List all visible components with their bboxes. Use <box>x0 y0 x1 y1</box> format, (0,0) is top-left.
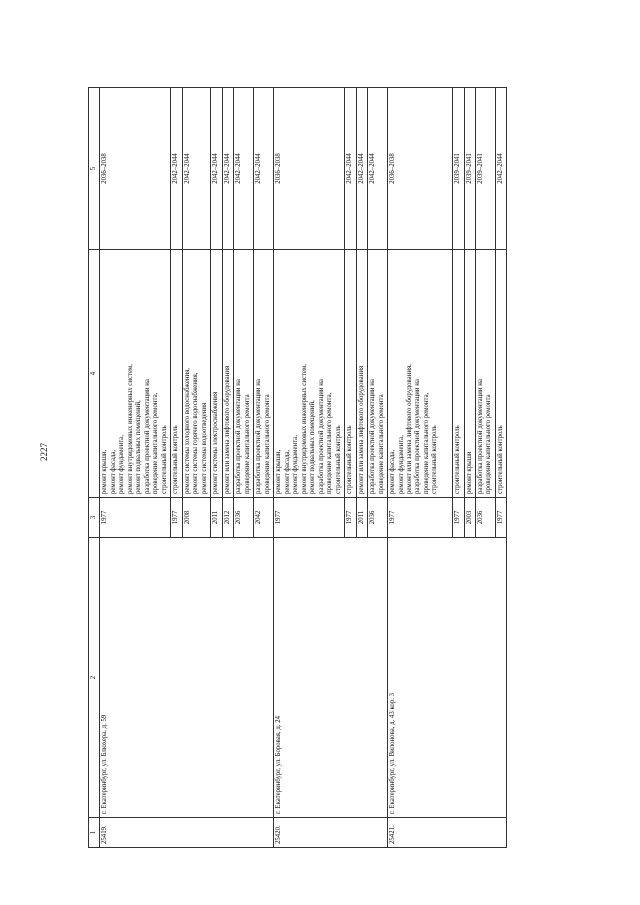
year-cell: 1977 <box>388 498 453 538</box>
column-header: 5 <box>89 88 100 250</box>
table-row <box>274 88 345 848</box>
work-line: строительный контроль <box>496 425 504 494</box>
work-line: ремонт фундамента, <box>397 435 405 494</box>
work-line: проведение капитального ремонта <box>243 394 251 494</box>
year-cell: 1977 <box>171 498 182 538</box>
period-cell: 2039–2041 <box>453 88 464 250</box>
table-header-row <box>89 88 100 848</box>
work-line: разработка проектной документации на <box>235 379 243 494</box>
building-address: г. Екатеринбург, ул. Боровая, д. 24 <box>274 538 388 818</box>
item-number: 25419. <box>100 818 274 848</box>
period-cell: 2042–2044 <box>222 88 233 250</box>
work-line: разработка проектной документации на <box>476 379 484 494</box>
works-cell <box>222 250 233 498</box>
work-line: строительный контроль <box>160 425 168 494</box>
table-row <box>388 88 453 848</box>
year-cell: 2036 <box>234 498 254 538</box>
year-cell: 2036 <box>368 498 388 538</box>
period-cell: 2042–2044 <box>171 88 182 250</box>
works-cell <box>345 250 356 498</box>
period-cell: 2042–2044 <box>211 88 222 250</box>
works-cell <box>234 250 254 498</box>
works-cell <box>495 250 506 498</box>
building-address: г. Екатеринбург, ул. Блюхера, д. 59 <box>100 538 274 818</box>
year-cell: 2036 <box>475 498 495 538</box>
works-cell <box>475 250 495 498</box>
work-line: ремонт или замена лифтового оборудования <box>223 365 231 494</box>
period-cell: 2036–2038 <box>274 88 345 250</box>
works-cell <box>356 250 367 498</box>
work-line: проведение капитального ремонта <box>485 394 493 494</box>
works-cell <box>254 250 274 498</box>
works-cell <box>388 250 453 498</box>
work-line: ремонт системы холодного водоснабжения, <box>183 368 191 494</box>
year-cell: 2003 <box>464 498 475 538</box>
column-header: 1 <box>89 818 100 848</box>
period-cell: 2036–2038 <box>388 88 453 250</box>
work-line: ремонт фасада, <box>389 449 397 494</box>
works-cell <box>171 250 182 498</box>
year-cell: 2011 <box>211 498 222 538</box>
works-cell <box>368 250 388 498</box>
period-cell: 2042–2044 <box>345 88 356 250</box>
work-line: строительный контроль <box>172 425 180 494</box>
work-line: разработка проектной документации на <box>369 379 377 494</box>
works-cell <box>100 250 171 498</box>
year-cell: 2042 <box>254 498 274 538</box>
work-line: строительный контроль <box>454 425 462 494</box>
period-cell: 2042–2044 <box>495 88 506 250</box>
work-line: проведение капитального ремонта, <box>326 392 334 494</box>
work-line: ремонт системы горячего водоснабжения, <box>192 372 200 494</box>
works-cell <box>453 250 464 498</box>
work-line: ремонт подвальных помещений, <box>309 400 317 494</box>
year-cell: 1977 <box>100 498 171 538</box>
year-cell: 2011 <box>356 498 367 538</box>
work-line: ремонт фундамента, <box>292 435 300 494</box>
work-line: проведение капитального ремонта, <box>152 392 160 494</box>
page-number: 2227 <box>39 443 49 461</box>
work-line: ремонт системы водоотведения <box>200 402 208 494</box>
work-line: ремонт или замена лифтового оборудования, <box>405 364 413 494</box>
period-cell: 2042–2044 <box>356 88 367 250</box>
work-line: строительный контроль <box>346 425 354 494</box>
work-line: строительный контроль <box>431 425 439 494</box>
work-line: ремонт или замена лифтового оборудования <box>357 365 365 494</box>
period-cell: 2036–2038 <box>100 88 171 250</box>
work-line: ремонт внутридомовых инженерных систем, <box>126 364 134 494</box>
table-row <box>100 88 171 848</box>
work-line: проведение капитального ремонта <box>377 394 385 494</box>
period-cell: 2042–2044 <box>182 88 210 250</box>
works-cell <box>211 250 222 498</box>
work-line: ремонт крыши, <box>101 449 109 494</box>
repair-schedule-table <box>88 87 507 848</box>
work-line: ремонт системы электроснабжения <box>212 391 220 494</box>
work-line: разработка проектной документации на <box>143 379 151 494</box>
document-sheet <box>88 88 600 848</box>
work-line: ремонт фасада, <box>283 449 291 494</box>
work-line: ремонт фасада, <box>109 449 117 494</box>
table-body <box>100 88 507 848</box>
item-number: 25421. <box>388 818 507 848</box>
work-line: проведение капитального ремонта <box>263 394 271 494</box>
work-line: строительный контроль <box>334 425 342 494</box>
period-cell: 2039–2041 <box>475 88 495 250</box>
year-cell: 2008 <box>182 498 210 538</box>
period-cell: 2042–2044 <box>254 88 274 250</box>
column-header: 2 <box>89 538 100 818</box>
work-line: разработка проектной документации на <box>317 379 325 494</box>
year-cell: 1977 <box>453 498 464 538</box>
work-line: ремонт внутридомовых инженерных систем, <box>300 364 308 494</box>
building-address: г. Екатеринбург, ул. Вилонова, д. 43 кор. 3 <box>388 538 507 818</box>
year-cell: 2012 <box>222 498 233 538</box>
period-cell: 2039–2041 <box>464 88 475 250</box>
period-cell: 2042–2044 <box>234 88 254 250</box>
year-cell: 1977 <box>345 498 356 538</box>
works-cell <box>182 250 210 498</box>
column-header: 3 <box>89 498 100 538</box>
year-cell: 1977 <box>274 498 345 538</box>
work-line: проведение капитального ремонта, <box>422 392 430 494</box>
work-line: ремонт фундамента, <box>118 435 126 494</box>
work-line: разработка проектной документации на <box>414 379 422 494</box>
year-cell: 1977 <box>495 498 506 538</box>
item-number: 25420. <box>274 818 388 848</box>
work-line: ремонт подвальных помещений, <box>135 400 143 494</box>
column-header: 4 <box>89 250 100 498</box>
works-cell <box>274 250 345 498</box>
work-line: ремонт крыши <box>465 451 473 494</box>
work-line: ремонт крыши, <box>275 449 283 494</box>
work-line: разработка проектной документации на <box>255 379 263 494</box>
works-cell <box>464 250 475 498</box>
period-cell: 2042–2044 <box>368 88 388 250</box>
